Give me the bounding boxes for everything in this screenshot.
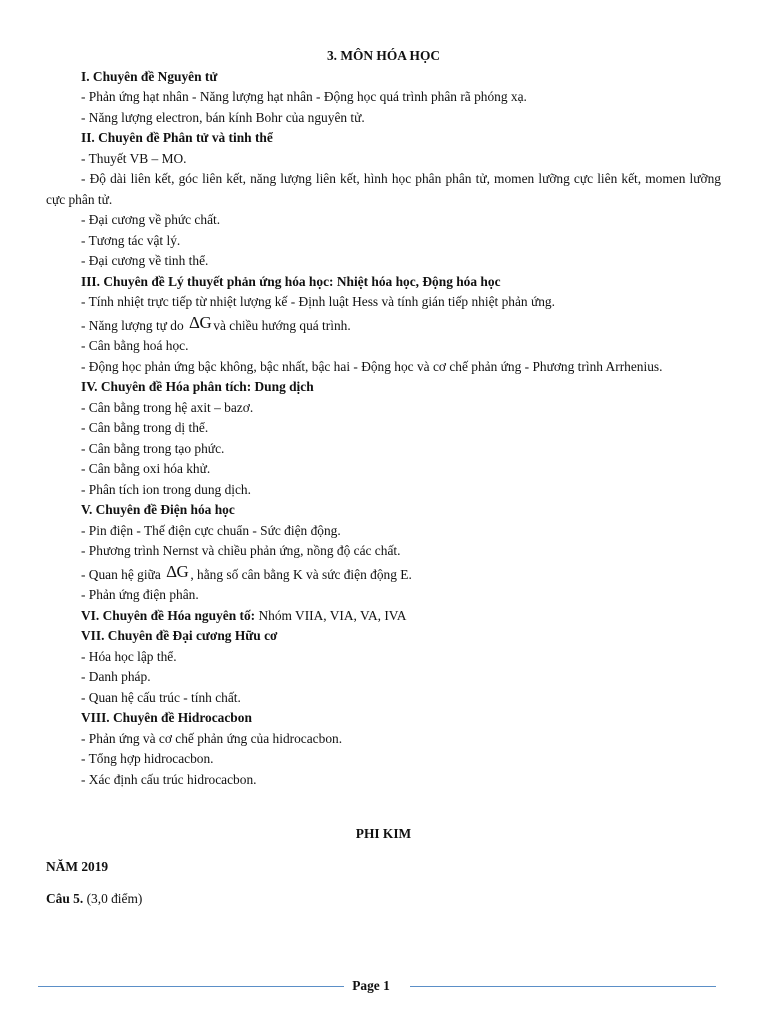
- list-item: - Cân bằng trong hệ axit – bazơ.: [81, 399, 254, 415]
- section-heading: V. Chuyên đề Điện hóa học: [81, 502, 235, 517]
- page-title: 3. MÔN HÓA HỌC: [326, 48, 441, 63]
- footer-rule-right: [410, 986, 716, 987]
- question-heading: [46, 889, 721, 910]
- list-item: - Cân bằng trong dị thể.: [81, 420, 209, 435]
- list-item-text: và chiều hướng quá trình.: [213, 317, 351, 333]
- question-points: (3,0 điểm): [83, 891, 143, 906]
- section-heading: VII. Chuyên đề Đại cương Hữu cơ: [81, 628, 278, 643]
- list-item: - Cân bằng trong tạo phức.: [81, 440, 225, 456]
- list-item: - Pin điện - Thế điện cực chuẩn - Sức điện động.: [81, 522, 341, 538]
- list-item: [46, 561, 721, 586]
- list-item: - Quan hệ cấu trúc - tính chất.: [81, 689, 241, 705]
- list-item: - Phản ứng và cơ chế phản ứng của hidrocacbon.: [81, 730, 343, 746]
- list-item: - Động học phản ứng bậc không, bậc nhất, bậc hai - Động học và cơ chế phản ứng - Phương trình Arrhenius.: [81, 358, 663, 374]
- list-item: - Tương tác vật lý.: [81, 232, 181, 248]
- subtitle: PHI KIM: [355, 826, 412, 841]
- list-item: - Phản ứng điện phân.: [81, 587, 199, 602]
- list-item-text: - Quan hệ giữa: [81, 566, 161, 582]
- list-item-text: , hằng số cân bằng K và sức điện động E.: [190, 566, 412, 582]
- list-item-text: - Năng lượng tự do: [81, 317, 184, 333]
- list-item: - Phương trình Nernst và chiều phản ứng, nồng độ các chất.: [81, 543, 401, 558]
- section-heading: VIII. Chuyên đề Hidrocacbon: [81, 710, 252, 725]
- list-item: - Độ dài liên kết, góc liên kết, năng lượng liên kết, hình học phân phân tử, momen lưỡng cực liên kết, momen lưỡng cực phân tử.: [46, 171, 721, 207]
- document-page: [46, 46, 721, 910]
- list-item: - Xác định cấu trúc hidrocacbon.: [81, 771, 257, 787]
- section-heading-rest: Nhóm VIIA, VIA, VA, IVA: [255, 607, 407, 623]
- list-item: - Phản ứng hạt nhân - Năng lượng hạt nhân - Động học quá trình phân rã phóng xạ.: [81, 89, 527, 104]
- section-heading: III. Chuyên đề Lý thuyết phản ứng hóa học: Nhiệt hóa học, Động hóa học: [81, 273, 501, 289]
- footer-rule-left: [38, 986, 344, 987]
- list-item: - Đại cương về tinh thể.: [81, 253, 209, 268]
- list-item: - Năng lượng electron, bán kính Bohr của nguyên tử.: [81, 109, 365, 125]
- page-number: Page 1: [352, 977, 390, 993]
- section-heading-label: VI. Chuyên đề Hóa nguyên tố:: [81, 607, 256, 623]
- delta-g-symbol: ΔG: [166, 561, 189, 581]
- section-heading: II. Chuyên đề Phân tử và tinh thể: [81, 130, 273, 145]
- section-heading: I. Chuyên đề Nguyên tử: [81, 68, 218, 84]
- list-item: - Tính nhiệt trực tiếp từ nhiệt lượng kế - Định luật Hess và tính gián tiếp nhiệt phản ứng.: [81, 294, 555, 309]
- list-item: - Đại cương về phức chất.: [81, 212, 221, 227]
- section-heading: [46, 606, 721, 627]
- list-item: - Thuyết VB – MO.: [81, 150, 187, 166]
- list-item: - Hóa học lập thể.: [81, 648, 177, 664]
- list-item: - Danh pháp.: [81, 669, 151, 684]
- list-item: - Tổng hợp hidrocacbon.: [81, 751, 214, 766]
- page-footer: [38, 976, 716, 996]
- list-item: - Phân tích ion trong dung dịch.: [81, 481, 251, 497]
- list-item: - Cân bằng oxi hóa khử.: [81, 461, 211, 476]
- list-item: [46, 312, 721, 337]
- list-item: - Cân bằng hoá học.: [81, 338, 189, 353]
- question-label: Câu 5.: [46, 891, 84, 906]
- delta-g-symbol: ΔG: [189, 312, 212, 332]
- year-heading: NĂM 2019: [46, 858, 109, 874]
- section-heading: IV. Chuyên đề Hóa phân tích: Dung dịch: [81, 379, 314, 394]
